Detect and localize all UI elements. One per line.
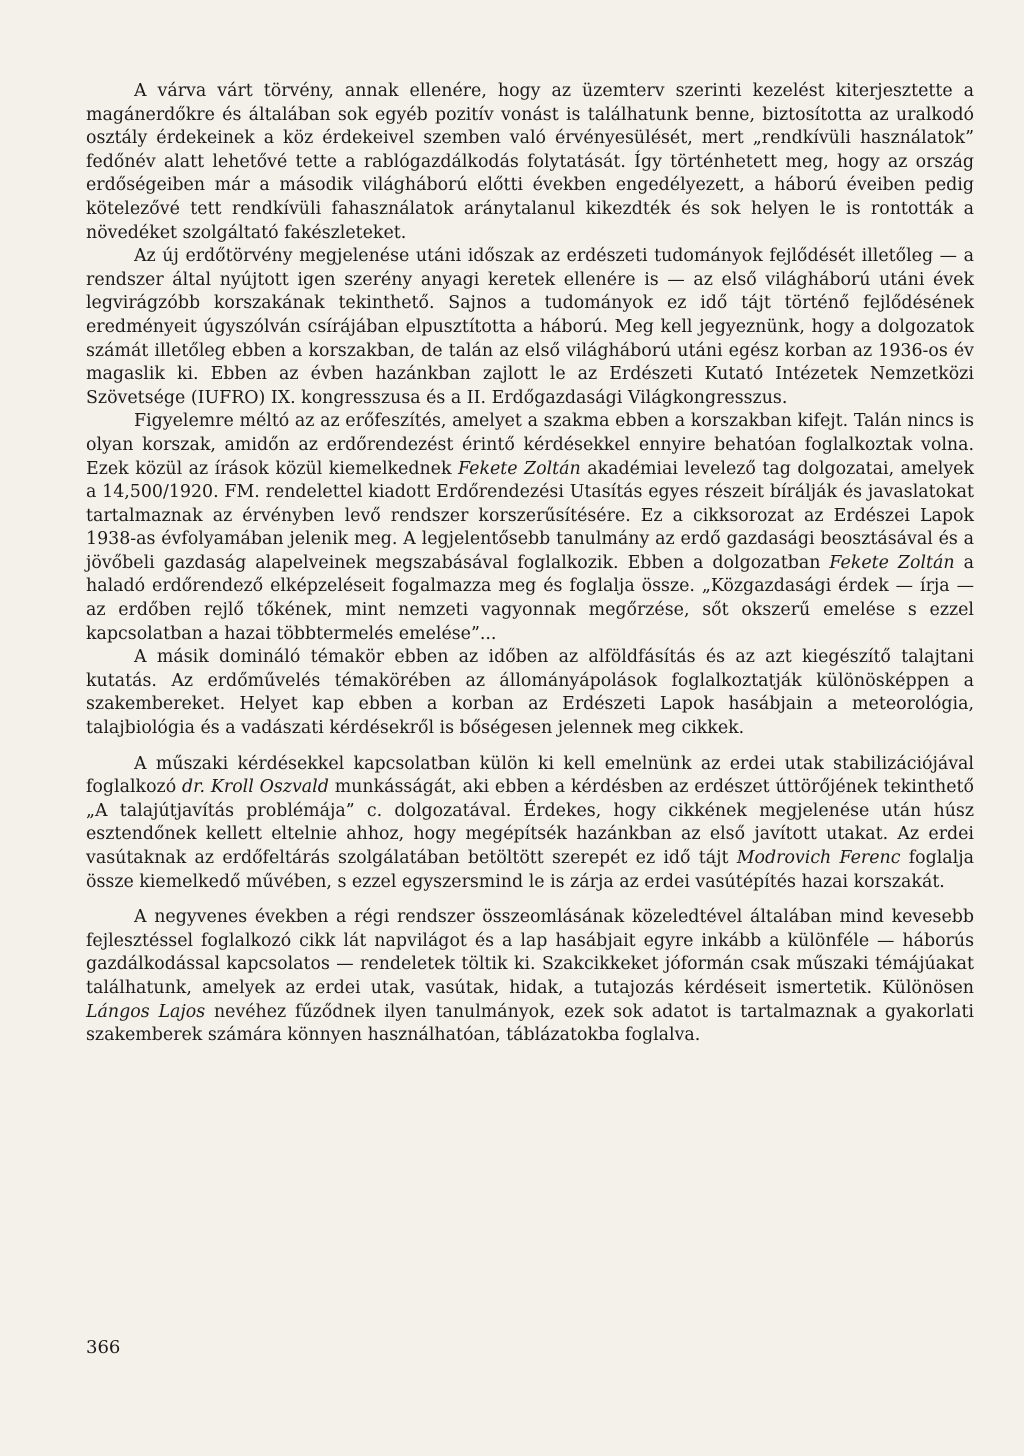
paragraph-2 [86, 245, 974, 410]
paragraph-text: Az új erdőtörvény megjelenése utáni időszak az erdészeti tudományok fejlődését illetőleg — a rendszer által nyújtott igen szerény anyagi keretek ellenére is — az első világháború utáni évek legvirágzóbb korszakának tekinthető. Sajnos a tudományok ez idő tájt történő fejlődésének eredményeit úgyszólván csírájában elpusztította a háború. Meg kell jegyeznünk, hogy a dolgozatok számát illetőleg ebben a korszakban, de talán az első világháború utáni egész korban az 1936-os év magaslik ki. Ebben az évben hazánkban zajlott le az Erdészeti Kutató Intézetek Nemzetközi Szövetsége (IUFRO) IX. kongresszusa és a II. Erdőgazdasági Világkongresszus. [86, 246, 974, 408]
paragraph-text: A negyvenes években a régi rendszer összeomlásának közeledtével általában mind kevesebb fejlesztéssel foglalkozó cikk lát napvilágot és a lap hasábjait egyre inkább a különféle — háborús gazdálkodással kapcsolatos — rendeletek töltik ki. Szakcikkeket jóformán csak műszaki témájúakat találhatunk, amelyek az erdei utak, vasútak, hidak, a tutajozás kérdéseit ismertetik. Különösen [86, 907, 974, 998]
author-name: Lángos Lajos [86, 1001, 206, 1022]
paragraph-text: A másik domináló témakör ebben az időben az alföldfásítás és az azt kiegészítő talajtani kutatás. Az erdőművelés témakörében az állományápolások foglalkoztatják különösképpen a szakembereket. Helyet kap ebben a korban az Erdészeti Lapok hasábjain a meteorológia, talajbiológia és a vadászati kérdésekről is bőségesen jelennek meg cikkek. [86, 647, 974, 739]
paragraph-text: Figyelemre méltó az az erőfeszítés, amelyet a szakma ebben a korszakban kifejt. Talán nincs is olyan korszak, amidőn az erdőrendezést érintő kérdésekkel ennyire behatóan foglalkoztak volna. Ezek közül az írások közül kiemelkednek [86, 411, 974, 479]
paragraph-text: A várva várt törvény, annak ellenére, hogy az üzemterv szerinti kezelést kiterjesztette a magánerdőkre és általában sok egyéb pozitív vonást is találhatunk benne, biztosította az uralkodó osztály érdekeinek a köz érdekeivel szemben való érvényesülését, mert „rendkívüli használatok” fedőnév alatt lehetővé tette a rablógazdálkodás folytatását. Így történhetett meg, hogy az ország erdőségeiben már a második világháború előtti években engedélyezett, a háború éveiben pedig kötelezővé tett rendkívüli fahasználatok aránytalanul kikezdték és sok helyen le is rontották a növedéket szolgáltató fakészleteket. [86, 81, 974, 243]
paragraph-1 [86, 80, 974, 245]
paragraph-text: akadémiai levelező tag dolgozatai, amelyek a 14,500/1920. FM. rendelettel kiadott Erdőrendezési Utasítás egyes részeit bírálják és javaslatokat tartalmaznak az érvényben levő rendszer korszerűsítésére. Ez a cikksorozat az Erdészei Lapok 1938-as évfolyamában jelenik meg. A legjelentősebb tanulmány az erdő gazdasági beosztásával és a jövőbeli gazdaság alapelveinek megszabásával foglalkozik. Ebben a dolgozatban [86, 458, 975, 573]
author-name: dr. Kroll Oszvald [182, 777, 329, 798]
page-number: 366 [86, 1337, 121, 1358]
paragraph-4 [86, 646, 974, 740]
paragraph-text: a haladó erdőrendező elképzeléseit fogalmazza meg és foglalja össze. „Közgazdasági érdek — írja — az erdőben rejlő tőkének, mint nemzeti vagyonnak megőrzése, sőt okszerű emelése s ezzel kapcsolatban a hazai többtermelés emelése”... [86, 552, 974, 644]
paragraph-text: foglalja össze kiemelkedő művében, s ezzel egyszersmind le is zárja az erdei vasútépítés hazai korszakát. [86, 848, 974, 892]
paragraph-3 [86, 410, 974, 646]
body-text [86, 80, 974, 1048]
paragraph-6 [86, 906, 974, 1048]
author-name: Modrovich Ferenc [736, 848, 901, 868]
author-name: Fekete Zoltán [829, 552, 955, 573]
paragraph-text: munkásságát, aki ebben a kérdésben az erdészet úttörőjének tekinthető „A talajútjavítás problémája” c. dolgozatával. Érdekes, hogy cikkének megjelenése után húsz esztendőnek kellett eltelnie ahhoz, hogy megépítsék hazánkban az első javított utakat. Az erdei vasútaknak az erdőfeltárás szolgálatában betöltött szerepét ez idő tájt [86, 777, 974, 868]
paragraph-text: A műszaki kérdésekkel kapcsolatban külön ki kell emelnünk az erdei utak stabilizációjával foglalkozó [86, 753, 974, 798]
author-name: Fekete Zoltán [458, 458, 581, 479]
paragraph-5 [86, 753, 974, 895]
paragraph-text: nevéhez fűződnek ilyen tanulmányok, ezek sok adatot is tartalmaznak a gyakorlati szakemberek számára könnyen használhatóan, táblázatokba foglalva. [86, 1001, 974, 1046]
